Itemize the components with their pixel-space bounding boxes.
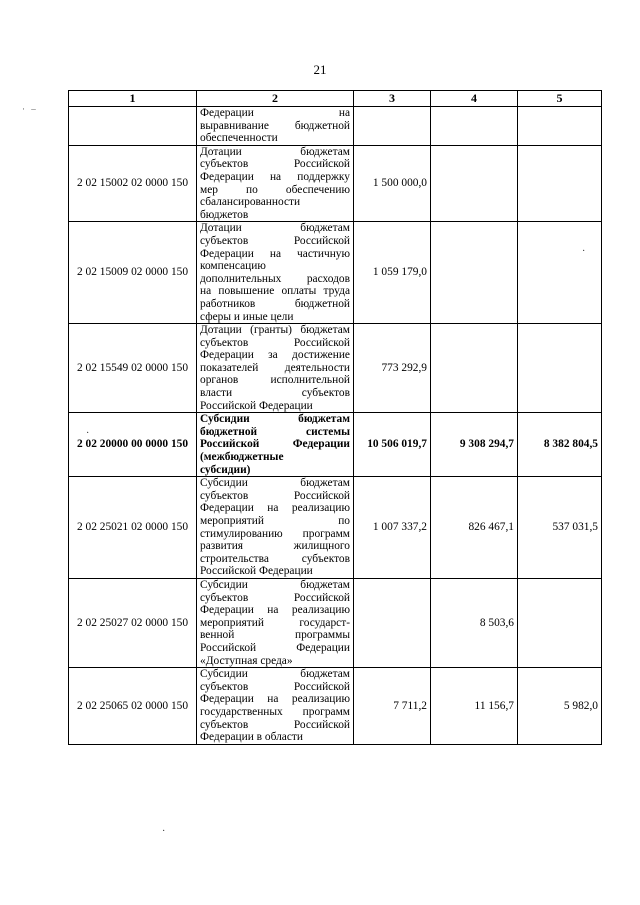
budget-code: 2 02 15002 02 0000 150 <box>69 145 197 222</box>
amount-col-5 <box>518 107 602 146</box>
budget-code: 2 02 20000 00 0000 150 <box>69 413 197 477</box>
income-name-line: Российской Федерации <box>200 641 350 654</box>
income-name-line: бюджетов <box>200 208 249 221</box>
table-row <box>69 668 602 745</box>
header-col-1: 1 <box>69 91 197 107</box>
table-row <box>69 578 602 667</box>
income-name-line: Федерации в области <box>200 731 303 744</box>
table-row <box>69 145 602 222</box>
income-name-line: Федерации на реализацию <box>200 502 350 515</box>
scan-speck: · <box>86 428 90 439</box>
budget-code: 2 02 25021 02 0000 150 <box>69 477 197 579</box>
amount-col-5: 5 982,0 <box>518 668 602 745</box>
income-name-line: показателей деятельности <box>200 361 350 374</box>
amount-col-5 <box>518 578 602 667</box>
income-name-line: государственных программ <box>200 705 350 718</box>
budget-code: 2 02 25065 02 0000 150 <box>69 668 197 745</box>
amount-col-3: 10 506 019,7 <box>354 413 431 477</box>
income-name <box>197 324 354 413</box>
income-name-line: Дотации бюджетам <box>200 222 350 235</box>
table-row <box>69 107 602 146</box>
income-name-line: компенсацию <box>200 260 266 273</box>
amount-col-3: 773 292,9 <box>354 324 431 413</box>
scan-speck: · <box>162 826 166 837</box>
income-name-line: дополнительных расходов <box>200 272 350 285</box>
income-name-line: субъектов Российской <box>200 718 350 731</box>
amount-col-4 <box>431 107 518 146</box>
income-name-line: Субсидии бюджетам <box>200 477 350 490</box>
income-name-line: работников бюджетной <box>200 297 350 310</box>
income-name-line: Российской Федерации <box>200 565 313 578</box>
income-name-line: субъектов Российской <box>200 489 350 502</box>
income-name-line: «Доступная среда» <box>200 654 293 667</box>
header-col-5: 5 <box>518 91 602 107</box>
income-name <box>197 145 354 222</box>
income-name-line: развития жилищного <box>200 540 350 553</box>
income-name <box>197 107 354 146</box>
amount-col-4: 9 308 294,7 <box>431 413 518 477</box>
budget-table <box>68 90 602 745</box>
income-name-line: власти субъектов <box>200 387 350 400</box>
table-row <box>69 222 602 324</box>
income-name-line: сферы и иные цели <box>200 310 294 323</box>
income-name <box>197 477 354 579</box>
page-number: 21 <box>313 62 327 77</box>
income-name-line: субъектов Российской <box>200 680 350 693</box>
amount-col-5 <box>518 145 602 222</box>
amount-col-5 <box>518 324 602 413</box>
income-name-line: Федерации на реализацию <box>200 604 350 617</box>
income-name-line: Федерации на реализацию <box>200 693 350 706</box>
amount-col-3 <box>354 107 431 146</box>
budget-code: 2 02 15549 02 0000 150 <box>69 324 197 413</box>
income-name-line: Дотации (гранты) бюджетам <box>200 324 350 337</box>
income-name-line: мероприятий по <box>200 515 350 527</box>
amount-col-5: 537 031,5 <box>518 477 602 579</box>
header-col-3: 3 <box>354 91 431 107</box>
amount-col-3: 1 059 179,0 <box>354 222 431 324</box>
income-name-line: субсидии) <box>200 463 251 476</box>
income-name-line: (межбюджетные <box>200 451 284 464</box>
scan-speck: · <box>582 246 586 257</box>
budget-code <box>69 107 197 146</box>
income-name-line: на повышение оплаты труда <box>200 285 350 298</box>
income-name-line: венной программы <box>200 629 350 642</box>
income-name-line: стимулированию программ <box>200 527 350 540</box>
amount-col-3: 7 711,2 <box>354 668 431 745</box>
income-name-line: субъектов Российской <box>200 336 350 349</box>
amount-col-5: 8 382 804,5 <box>518 413 602 477</box>
income-name-line: Российской Федерации <box>200 438 350 451</box>
income-name-line: строительства субъектов <box>200 552 350 565</box>
income-name-line: Субсидии бюджетам <box>200 413 350 426</box>
income-name-line: Федерации за достижение <box>200 349 350 362</box>
amount-col-3 <box>354 578 431 667</box>
amount-col-4 <box>431 222 518 324</box>
income-name <box>197 222 354 324</box>
income-name-line: сбалансированности <box>200 196 301 209</box>
income-name-line: Субсидии бюджетам <box>200 578 350 591</box>
income-name-line: органов исполнительной <box>200 374 350 387</box>
amount-col-4 <box>431 145 518 222</box>
table-row <box>69 477 602 579</box>
header-col-4: 4 <box>431 91 518 107</box>
income-name-line: мероприятий государст- <box>200 616 350 629</box>
header-col-2: 2 <box>197 91 354 107</box>
income-name-line: Федерации на <box>200 107 350 119</box>
income-name-line: Дотации бюджетам <box>200 145 350 158</box>
table-row <box>69 413 602 477</box>
income-name-line: мер по обеспечению <box>200 183 350 196</box>
amount-col-4 <box>431 324 518 413</box>
income-name-line: обеспеченности <box>200 132 278 145</box>
income-name-line: Субсидии бюджетам <box>200 668 350 681</box>
income-name <box>197 668 354 745</box>
income-name-line: выравнивание бюджетной <box>200 119 350 132</box>
amount-col-3: 1 500 000,0 <box>354 145 431 222</box>
income-name <box>197 413 354 477</box>
income-name-line: субъектов Российской <box>200 158 350 171</box>
amount-col-5 <box>518 222 602 324</box>
amount-col-4: 826 467,1 <box>431 477 518 579</box>
income-name-line: Федерации на частичную <box>200 247 350 260</box>
income-name-line: Российской Федерации <box>200 399 313 412</box>
income-name-line: субъектов Российской <box>200 234 350 247</box>
income-name <box>197 578 354 667</box>
amount-col-4: 8 503,6 <box>431 578 518 667</box>
amount-col-3: 1 007 337,2 <box>354 477 431 579</box>
margin-mark: · – <box>22 104 38 114</box>
budget-code: 2 02 15009 02 0000 150 <box>69 222 197 324</box>
header-row <box>69 91 602 107</box>
income-name-line: субъектов Российской <box>200 591 350 604</box>
table-row <box>69 324 602 413</box>
income-name-line: Федерации на поддержку <box>200 170 350 183</box>
income-name-line: бюджетной системы <box>200 425 350 438</box>
budget-code: 2 02 25027 02 0000 150 <box>69 578 197 667</box>
amount-col-4: 11 156,7 <box>431 668 518 745</box>
